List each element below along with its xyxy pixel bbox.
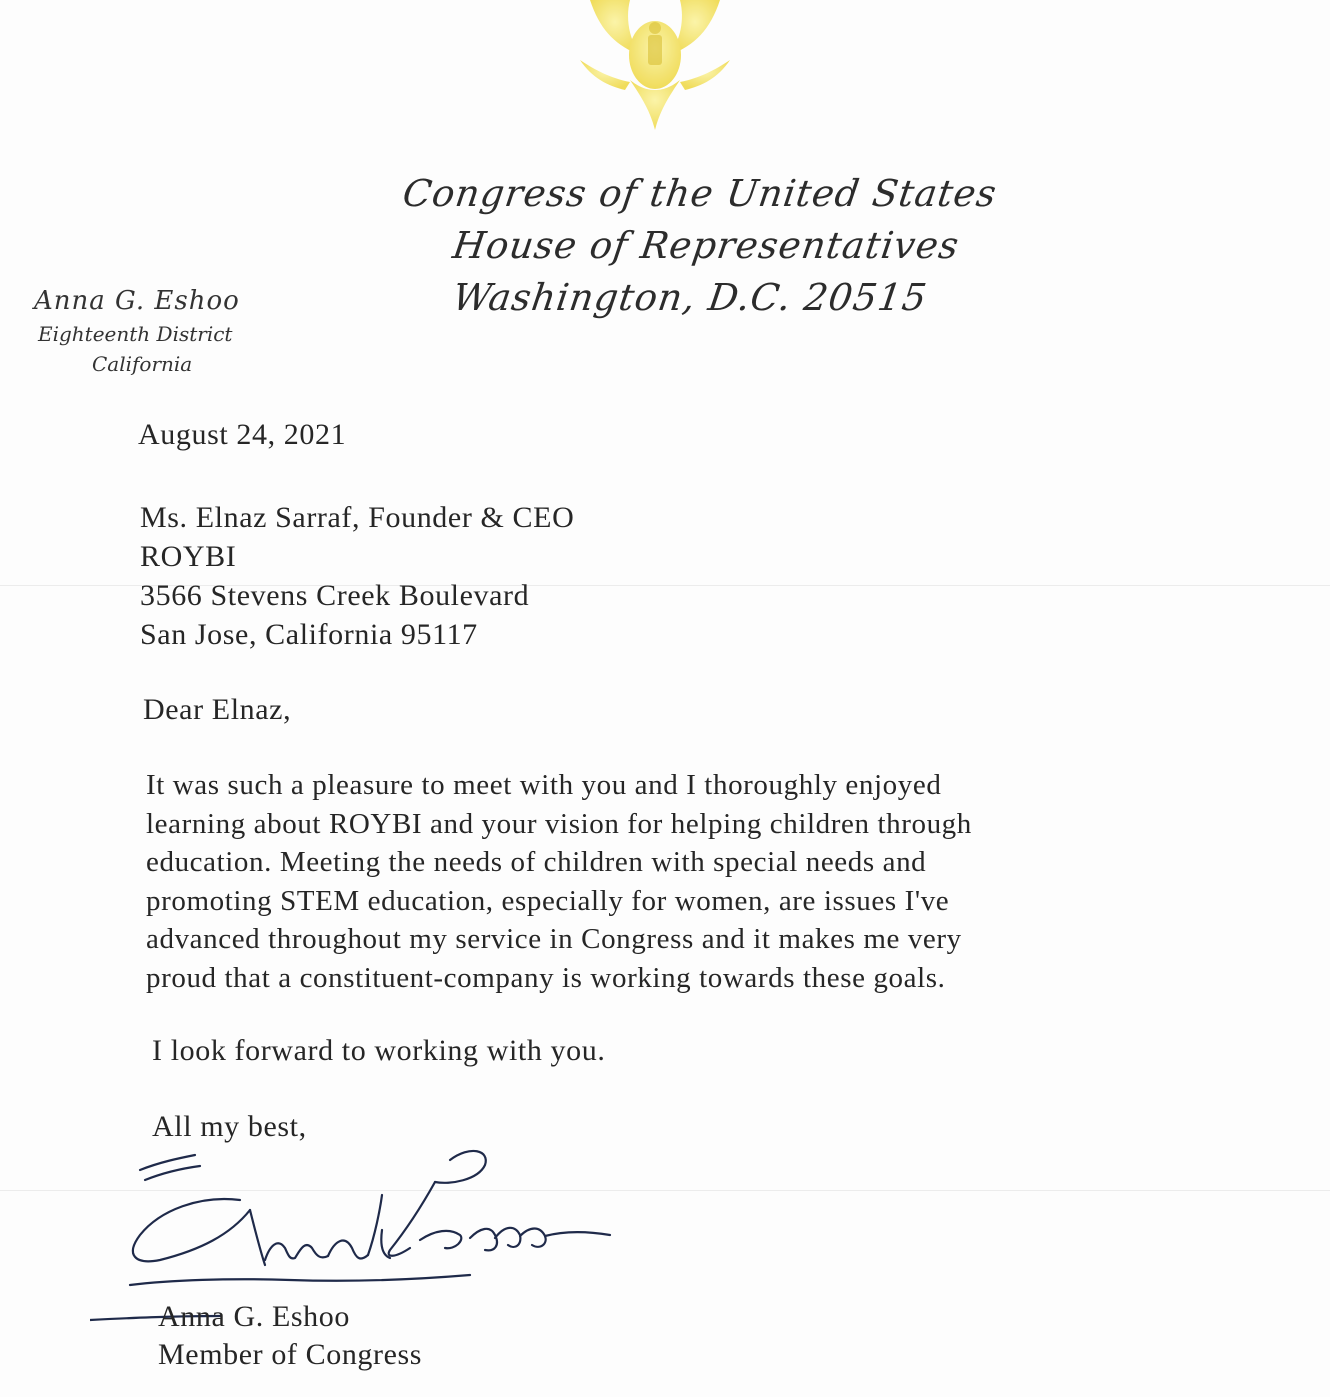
letter-body [146,766,972,997]
recipient-line: Ms. Elnaz Sarraf, Founder & CEO [140,501,575,534]
salutation: Dear Elnaz, [143,693,292,726]
signer-title: Member of Congress [158,1338,423,1371]
recipient-line: ROYBI [140,540,237,573]
letterhead-line-congress: Congress of the United States [400,172,1000,215]
member-state: California [92,352,193,376]
body-line: proud that a constituent-company is working towards these goals. [146,961,946,994]
signature-block [158,1298,422,1374]
member-district: Eighteenth District [38,322,233,346]
body-line: It was such a pleasure to meet with you and I thoroughly enjoyed [146,769,942,801]
letter-date: August 24, 2021 [138,418,347,451]
letterhead [395,168,1000,324]
member-name: Anna G. Eshoo [34,286,240,316]
signer-name: Anna G. Eshoo [158,1300,350,1333]
signoff: All my best, [152,1110,307,1143]
recipient-line: San Jose, California 95117 [140,618,478,651]
body-line: education. Meeting the needs of children with special needs and [146,846,927,878]
recipient-line: 3566 Stevens Creek Boulevard [140,579,530,612]
letterhead-line-address: Washington, D.C. 20515 [450,276,930,319]
eagle-seal-icon [570,0,740,135]
member-info [30,283,290,379]
body-line: promoting STEM education, especially for women, are issues I've [146,884,950,917]
letterhead-line-house: House of Representatives [450,224,962,267]
body-line: learning about ROYBI and your vision for helping children through [146,807,972,840]
recipient-address [140,498,574,654]
body-line: advanced throughout my service in Congress and it makes me very [146,923,962,955]
closing-sentence: I look forward to working with you. [152,1034,606,1067]
